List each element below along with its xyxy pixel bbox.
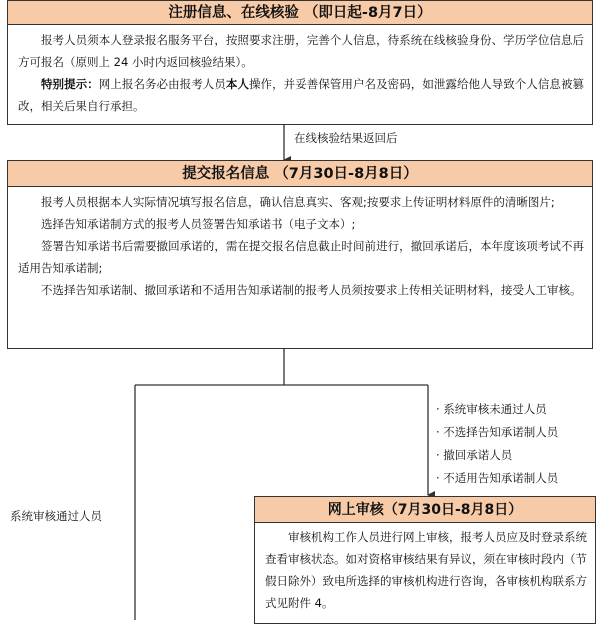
step2-para-3: 不选择告知承诺制、撤回承诺和不适用告知承诺制的报考人员须按要求上传相关证明材料，接受人工审核。 [41,283,582,297]
step2-title: 提交报名信息 （7月30日-8月8日） [8,161,592,187]
step2-box [7,160,593,349]
step3-para: 审核机构工作人员进行网上审核，报考人员应及时登录系统查看审核状态。如对资格审核结果有异议，须在审核时段内（节假日除外）致电所选择的审核机构进行咨询，各审核机构联系方式见附件 4。 [265,530,587,610]
step2-para-1: 选择告知承诺制方式的报考人员签署告知承诺书（电子文本）; [41,217,356,231]
step3-box [254,496,596,624]
branch-right-list [436,398,558,490]
branch-right-item: · 系统审核未通过人员 [436,402,547,416]
step1-para1: 报考人员须本人登录报名服务平台，按照要求注册，完善个人信息，待系统在线核验身份、学历学位信息后方可报名（原则上 24 小时内返回核验结果）。 [18,33,584,69]
step1-tip-text-a: 网上报名务必由报考人员 [98,77,226,91]
arrow1-label: 在线核验结果返回后 [294,131,398,145]
step1-body [8,25,592,117]
step3-body [255,523,595,614]
step1-tip [18,73,584,117]
step1-tip-label: 特别提示： [41,77,99,91]
step1-tip-bold: 本人 [225,77,249,91]
step3-title: 网上审核（7月30日-8月8日） [255,497,595,523]
branch-left-label: 系统审核通过人员 [10,509,102,523]
branch-right-item: · 不选择告知承诺制人员 [436,425,559,439]
step1-title: 注册信息、在线核验 （即日起-8月7日） [8,1,592,25]
branch-right-item: · 撤回承诺人员 [436,448,513,462]
step2-para-2: 签署告知承诺书后需要撤回承诺的，需在提交报名信息截止时间前进行，撤回承诺后，本年度该项考试不再适用告知承诺制; [18,239,584,275]
branch-right-item: · 不适用告知承诺制人员 [436,471,559,485]
step1-tip-text-b: 操作，并妥善保管用户名及密码，如泄露给他人导致个人信息被篡改，相关后果自行承担。 [18,77,585,113]
step2-para-0: 报考人员根据本人实际情况填写报名信息，确认信息真实、客观;按要求上传证明材料原件的清晰图片; [41,195,555,209]
step1-box [7,0,593,125]
step2-body [8,187,592,301]
